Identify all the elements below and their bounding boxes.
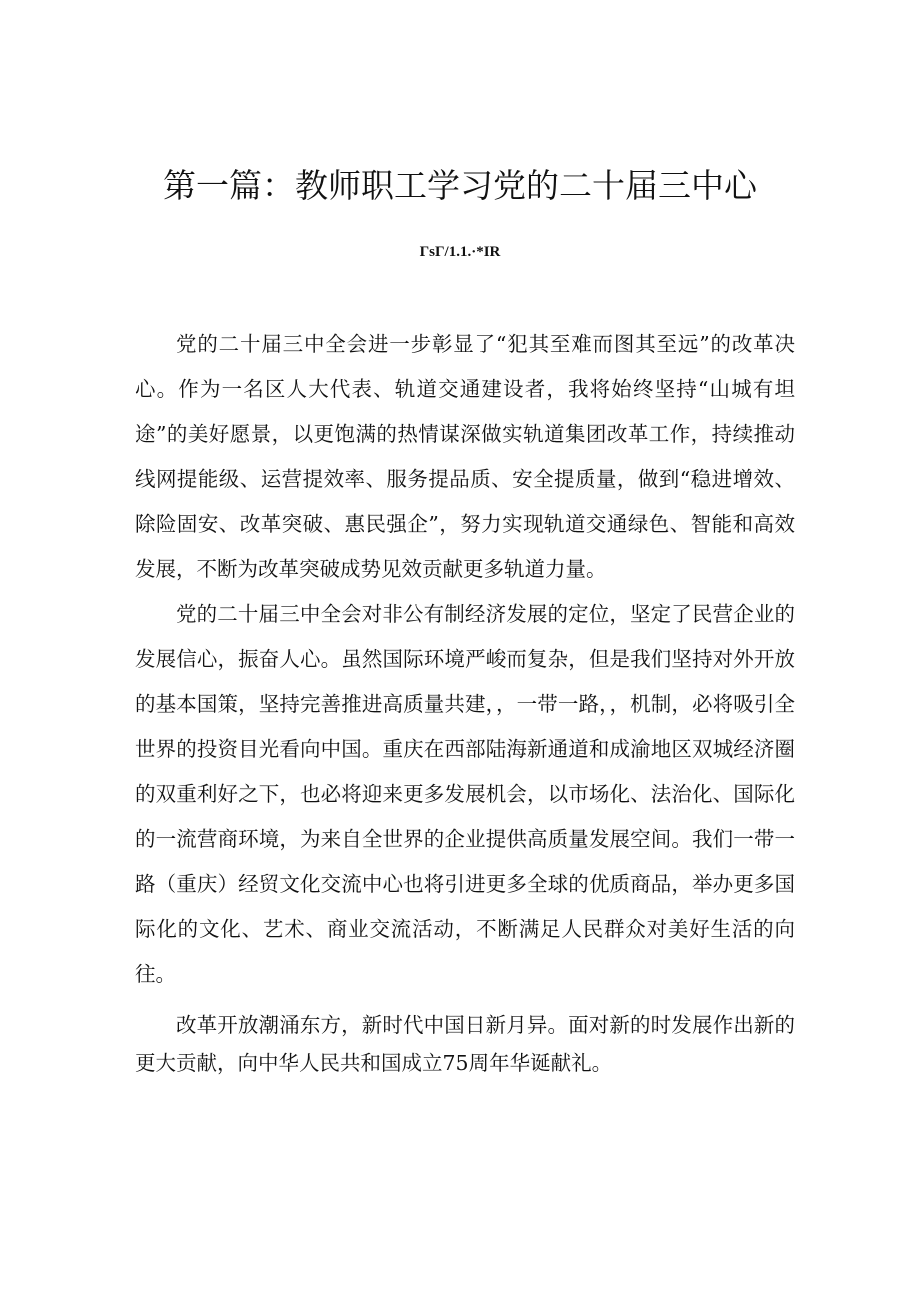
document-body bbox=[135, 322, 795, 1082]
paragraph-1: 党的二十届三中全会进一步彰显了“犯其至难而图其至远”的改革决心。作为一名区人大代表、轨道交通建设者，我将始终坚持“山城有坦途”的美好愿景，以更饱满的热情谋深做实轨道集团改革工作，持续推动线网提能级、运营提效率、服务提品质、安全提质量，做到“稳进增效、除险固安、改革突破、惠民强企”，努力实现轨道交通绿色、智能和高效发展，不断为改革突破成势见效贡献更多轨道力量。 bbox=[135, 332, 795, 581]
paragraph-3: 改革开放潮涌东方，新时代中国日新月异。面对新的时发展作出新的更大贡献，向中华人民共和国成立75周年华诞献礼。 bbox=[135, 1013, 795, 1075]
document-title: 第一篇：教师职工学习党的二十届三中心 bbox=[163, 166, 757, 205]
document-subtitle: ΓsΓ/1.1.·*IR bbox=[419, 244, 501, 260]
paragraph-2: 党的二十届三中全会对非公有制经济发展的定位，坚定了民营企业的发展信心，振奋人心。虽然国际环境严峻而复杂，但是我们坚持对外开放的基本国策，坚持完善推进高质量共建，，一带一路，，机制，必将吸引全世界的投资目光看向中国。重庆在西部陆海新通道和成渝地区双城经济圈的双重利好之下，也必将迎来更多发展机会，以市场化、法治化、国际化的一流营商环境，为来自全世界的企业提供高质量发展空间。我们一带一路（重庆）经贸文化交流中心也将引进更多全球的优质商品，举办更多国际化的文化、艺术、商业交流活动，不断满足人民群众对美好生活的向往。 bbox=[135, 602, 795, 986]
